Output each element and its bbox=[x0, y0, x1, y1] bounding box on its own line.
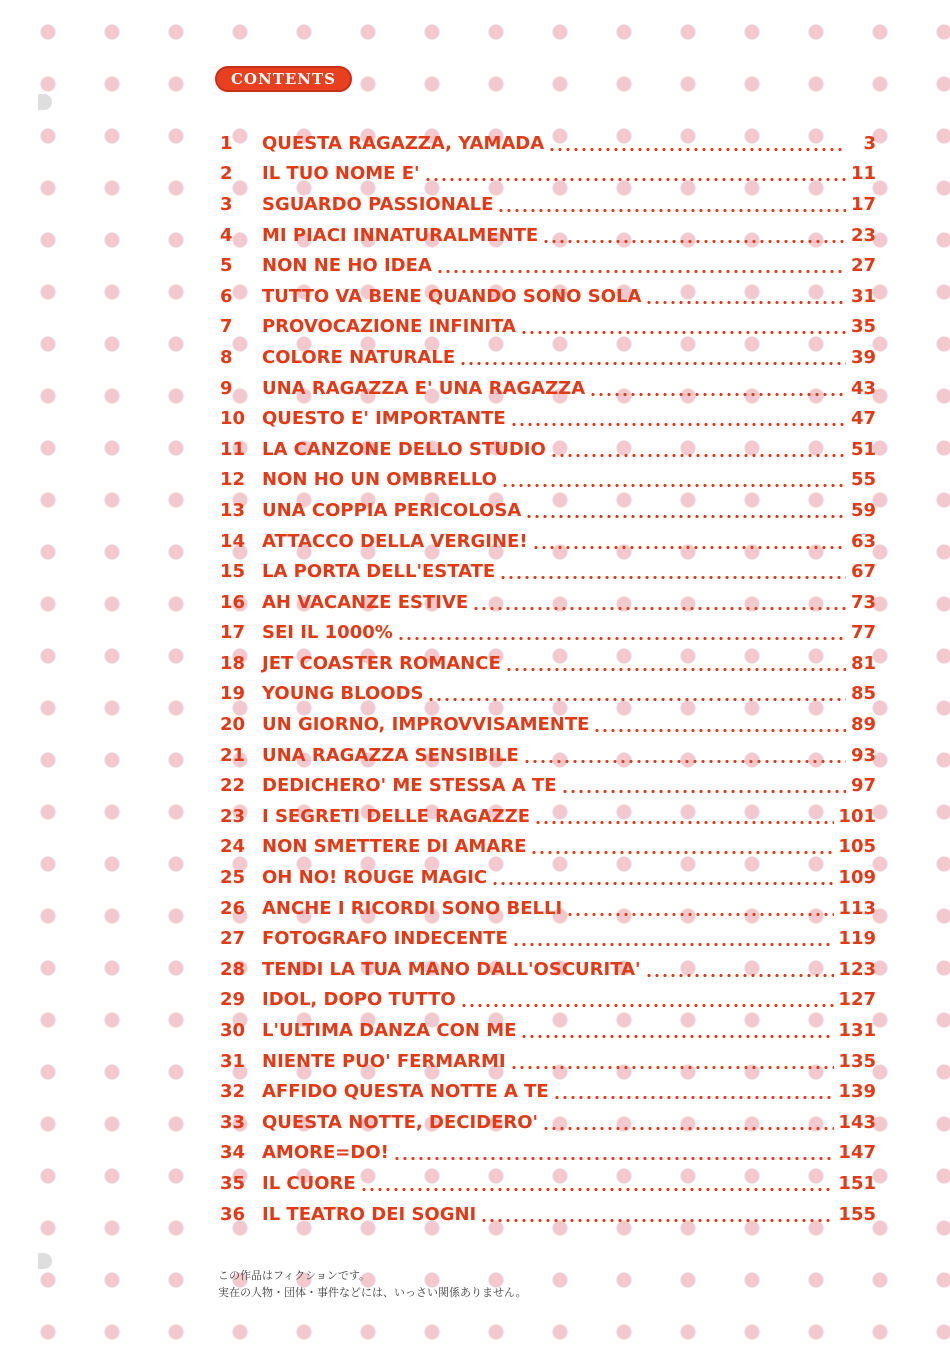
toc-entry bbox=[220, 954, 876, 985]
toc-entry bbox=[220, 832, 876, 863]
dot-leader bbox=[436, 269, 846, 274]
toc-entry bbox=[220, 434, 876, 465]
chapter-title: DEDICHERO' ME STESSA A TE bbox=[262, 775, 557, 797]
dot-leader bbox=[424, 177, 846, 182]
toc-entry bbox=[220, 220, 876, 251]
chapter-title: L'ULTIMA DANZA CON ME bbox=[262, 1020, 517, 1042]
chapter-number: 24 bbox=[220, 836, 246, 858]
chapter-number: 12 bbox=[220, 469, 246, 491]
chapter-number: 22 bbox=[220, 775, 246, 797]
toc-entry bbox=[220, 312, 876, 343]
chapter-number: 7 bbox=[220, 316, 233, 338]
chapter-number: 21 bbox=[220, 744, 246, 766]
chapter-page-number: 97 bbox=[850, 775, 876, 797]
chapter-title: IDOL, DOPO TUTTO bbox=[262, 989, 456, 1011]
dot-leader bbox=[645, 973, 835, 978]
toc-entry bbox=[220, 342, 876, 373]
chapter-number: 8 bbox=[220, 346, 233, 368]
dot-leader bbox=[510, 422, 846, 427]
chapter-title: IL CUORE bbox=[262, 1172, 356, 1194]
dot-leader bbox=[530, 850, 834, 855]
chapter-title: SEI IL 1000% bbox=[262, 622, 393, 644]
dot-leader bbox=[548, 147, 846, 152]
dot-leader bbox=[645, 300, 846, 305]
dot-leader bbox=[510, 1065, 835, 1070]
chapter-number: 13 bbox=[220, 499, 246, 521]
chapter-number: 2 bbox=[220, 163, 233, 185]
toc-entry bbox=[220, 740, 876, 771]
toc-entry bbox=[220, 128, 876, 159]
chapter-title: IL TUO NOME E' bbox=[262, 163, 420, 185]
chapter-page-number: 39 bbox=[850, 346, 876, 368]
toc-entry bbox=[220, 250, 876, 281]
toc-entry bbox=[220, 587, 876, 618]
toc-entry bbox=[220, 465, 876, 496]
chapter-number: 14 bbox=[220, 530, 246, 552]
chapter-title: UNA RAGAZZA SENSIBILE bbox=[262, 744, 519, 766]
binding-mark bbox=[38, 1253, 52, 1269]
chapter-number: 32 bbox=[220, 1081, 246, 1103]
toc-entry bbox=[220, 679, 876, 710]
dot-leader bbox=[480, 1218, 834, 1223]
dot-leader bbox=[534, 820, 834, 825]
toc-entry bbox=[220, 403, 876, 434]
dot-leader bbox=[505, 667, 846, 672]
chapter-title: AMORE=DO! bbox=[262, 1142, 389, 1164]
toc-entry bbox=[220, 526, 876, 557]
chapter-number: 4 bbox=[220, 224, 233, 246]
dot-leader bbox=[593, 728, 846, 733]
dot-leader bbox=[459, 361, 846, 366]
chapter-title: QUESTA RAGAZZA, YAMADA bbox=[262, 132, 545, 154]
toc-entry bbox=[220, 770, 876, 801]
chapter-title: QUESTA NOTTE, DECIDERO' bbox=[262, 1111, 539, 1133]
chapter-page-number: 109 bbox=[838, 867, 876, 889]
chapter-number: 31 bbox=[220, 1050, 246, 1072]
toc-entry bbox=[220, 159, 876, 190]
chapter-title: IL TEATRO DEI SOGNI bbox=[262, 1203, 477, 1225]
dot-leader bbox=[499, 575, 846, 580]
chapter-page-number: 81 bbox=[850, 652, 876, 674]
toc-entry bbox=[220, 862, 876, 893]
toc-entry bbox=[220, 648, 876, 679]
chapter-title: PROVOCAZIONE INFINITA bbox=[262, 316, 516, 338]
chapter-page-number: 135 bbox=[838, 1050, 876, 1072]
chapter-title: NON HO UN OMBRELLO bbox=[262, 469, 497, 491]
dot-leader bbox=[520, 330, 846, 335]
dot-leader bbox=[472, 606, 846, 611]
chapter-page-number: 17 bbox=[850, 193, 876, 215]
chapter-page-number: 151 bbox=[838, 1172, 876, 1194]
toc-entry bbox=[220, 556, 876, 587]
chapter-number: 5 bbox=[220, 255, 233, 277]
chapter-number: 11 bbox=[220, 438, 246, 460]
binding-mark bbox=[38, 94, 52, 110]
dot-leader bbox=[360, 1187, 835, 1192]
chapter-number: 3 bbox=[220, 193, 233, 215]
toc-entry bbox=[220, 923, 876, 954]
chapter-page-number: 155 bbox=[838, 1203, 876, 1225]
chapter-page-number: 3 bbox=[863, 132, 876, 154]
dot-leader bbox=[393, 1156, 835, 1161]
chapter-number: 33 bbox=[220, 1111, 246, 1133]
chapter-page-number: 73 bbox=[850, 591, 876, 613]
toc-entry bbox=[220, 985, 876, 1016]
dot-leader bbox=[501, 483, 846, 488]
dot-leader bbox=[497, 208, 846, 213]
chapter-title: LA CANZONE DELLO STUDIO bbox=[262, 438, 546, 460]
dot-leader bbox=[491, 881, 834, 886]
dot-leader bbox=[520, 1034, 834, 1039]
chapter-page-number: 59 bbox=[850, 499, 876, 521]
chapter-number: 6 bbox=[220, 285, 233, 307]
chapter-number: 29 bbox=[220, 989, 246, 1011]
chapter-page-number: 89 bbox=[850, 714, 876, 736]
dot-leader bbox=[523, 759, 846, 764]
dot-leader bbox=[542, 239, 846, 244]
chapter-number: 35 bbox=[220, 1172, 246, 1194]
chapter-page-number: 143 bbox=[838, 1111, 876, 1133]
chapter-number: 23 bbox=[220, 805, 246, 827]
chapter-page-number: 147 bbox=[838, 1142, 876, 1164]
chapter-title: NIENTE PUO' FERMARMI bbox=[262, 1050, 506, 1072]
chapter-number: 34 bbox=[220, 1142, 246, 1164]
chapter-number: 9 bbox=[220, 377, 233, 399]
chapter-number: 17 bbox=[220, 622, 246, 644]
chapter-title: LA PORTA DELL'ESTATE bbox=[262, 561, 496, 583]
chapter-number: 25 bbox=[220, 867, 246, 889]
chapter-page-number: 119 bbox=[838, 928, 876, 950]
chapter-page-number: 105 bbox=[838, 836, 876, 858]
dot-leader bbox=[397, 636, 846, 641]
toc-entry bbox=[220, 1076, 876, 1107]
dot-leader bbox=[550, 453, 846, 458]
toc-entry bbox=[220, 1168, 876, 1199]
chapter-page-number: 47 bbox=[850, 408, 876, 430]
chapter-page-number: 113 bbox=[838, 897, 876, 919]
chapter-number: 18 bbox=[220, 652, 246, 674]
toc-entry bbox=[220, 1138, 876, 1169]
chapter-title: JET COASTER ROMANCE bbox=[262, 652, 501, 674]
chapter-number: 28 bbox=[220, 958, 246, 980]
chapter-page-number: 123 bbox=[838, 958, 876, 980]
toc-entry bbox=[220, 1199, 876, 1230]
chapter-title: UN GIORNO, IMPROVVISAMENTE bbox=[262, 714, 590, 736]
toc-entry bbox=[220, 1015, 876, 1046]
chapter-number: 36 bbox=[220, 1203, 246, 1225]
chapter-title: ANCHE I RICORDI SONO BELLI bbox=[262, 897, 563, 919]
chapter-page-number: 31 bbox=[850, 285, 876, 307]
chapter-number: 26 bbox=[220, 897, 246, 919]
chapter-page-number: 93 bbox=[850, 744, 876, 766]
dot-leader bbox=[460, 1003, 835, 1008]
table-of-contents bbox=[220, 128, 876, 1229]
chapter-page-number: 35 bbox=[850, 316, 876, 338]
chapter-page-number: 67 bbox=[850, 561, 876, 583]
chapter-page-number: 63 bbox=[850, 530, 876, 552]
chapter-page-number: 55 bbox=[850, 469, 876, 491]
dot-leader bbox=[561, 789, 847, 794]
chapter-title: OH NO! ROUGE MAGIC bbox=[262, 867, 488, 889]
chapter-title: UNA RAGAZZA E' UNA RAGAZZA bbox=[262, 377, 586, 399]
chapter-page-number: 11 bbox=[850, 163, 876, 185]
chapter-title: COLORE NATURALE bbox=[262, 346, 456, 368]
dot-leader bbox=[532, 545, 846, 550]
chapter-title: FOTOGRAFO INDECENTE bbox=[262, 928, 508, 950]
chapter-page-number: 27 bbox=[850, 255, 876, 277]
chapter-page-number: 131 bbox=[838, 1020, 876, 1042]
chapter-page-number: 127 bbox=[838, 989, 876, 1011]
chapter-title: YOUNG BLOODS bbox=[262, 683, 424, 705]
chapter-page-number: 51 bbox=[850, 438, 876, 460]
chapter-number: 15 bbox=[220, 561, 246, 583]
chapter-page-number: 139 bbox=[838, 1081, 876, 1103]
chapter-number: 1 bbox=[220, 132, 233, 154]
chapter-title: AH VACANZE ESTIVE bbox=[262, 591, 469, 613]
chapter-page-number: 85 bbox=[850, 683, 876, 705]
toc-entry bbox=[220, 281, 876, 312]
chapter-title: UNA COPPIA PERICOLOSA bbox=[262, 499, 522, 521]
fiction-disclaimer bbox=[218, 1267, 527, 1301]
chapter-title: NON NE HO IDEA bbox=[262, 255, 432, 277]
toc-entry bbox=[220, 801, 876, 832]
chapter-page-number: 77 bbox=[850, 622, 876, 644]
chapter-number: 30 bbox=[220, 1020, 246, 1042]
chapter-number: 27 bbox=[220, 928, 246, 950]
chapter-title: ATTACCO DELLA VERGINE! bbox=[262, 530, 528, 552]
chapter-number: 20 bbox=[220, 714, 246, 736]
toc-entry bbox=[220, 1046, 876, 1077]
chapter-title: I SEGRETI DELLE RAGAZZE bbox=[262, 805, 531, 827]
chapter-title: MI PIACI INNATURALMENTE bbox=[262, 224, 539, 246]
chapter-number: 10 bbox=[220, 408, 246, 430]
dot-leader bbox=[589, 392, 846, 397]
toc-entry bbox=[220, 189, 876, 220]
chapter-title: QUESTO E' IMPORTANTE bbox=[262, 408, 506, 430]
dot-leader bbox=[427, 697, 846, 702]
dot-leader bbox=[553, 1095, 835, 1100]
contents-badge: CONTENTS bbox=[215, 66, 352, 92]
disclaimer-line-1: この作品はフィクションです。 bbox=[218, 1269, 371, 1282]
dot-leader bbox=[525, 514, 846, 519]
toc-entry bbox=[220, 373, 876, 404]
chapter-title: TUTTO VA BENE QUANDO SONO SOLA bbox=[262, 285, 642, 307]
chapter-number: 16 bbox=[220, 591, 246, 613]
toc-entry bbox=[220, 893, 876, 924]
chapter-page-number: 101 bbox=[838, 805, 876, 827]
toc-entry bbox=[220, 618, 876, 649]
chapter-page-number: 23 bbox=[850, 224, 876, 246]
chapter-number: 19 bbox=[220, 683, 246, 705]
chapter-title: TENDI LA TUA MANO DALL'OSCURITA' bbox=[262, 958, 641, 980]
chapter-title: NON SMETTERE DI AMARE bbox=[262, 836, 527, 858]
chapter-title: AFFIDO QUESTA NOTTE A TE bbox=[262, 1081, 549, 1103]
dot-leader bbox=[542, 1126, 834, 1131]
chapter-title: SGUARDO PASSIONALE bbox=[262, 193, 494, 215]
toc-entry bbox=[220, 1107, 876, 1138]
toc-entry bbox=[220, 709, 876, 740]
dot-leader bbox=[566, 912, 834, 917]
disclaimer-line-2: 実在の人物・団体・事件などには、いっさい関係ありません。 bbox=[218, 1286, 527, 1299]
dot-leader bbox=[512, 942, 835, 947]
toc-entry bbox=[220, 495, 876, 526]
chapter-page-number: 43 bbox=[850, 377, 876, 399]
